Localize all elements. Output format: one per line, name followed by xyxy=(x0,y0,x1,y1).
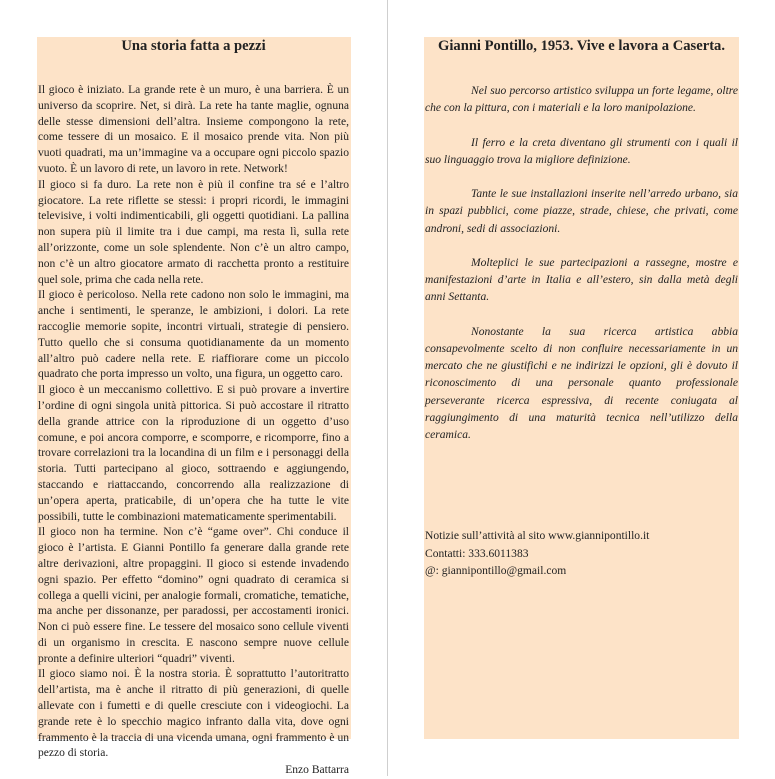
left-panel xyxy=(37,37,351,777)
article-paragraph: Il gioco non ha termine. Non c’è “game over”. Chi conduce il gioco è l’artista. E Gianni Pontillo fa generare dalla grande rete altre derivazioni, altre propaggini. Il gioco si estende invadendo ogni spazio. Per effetto “domino” ogni quadrato di ceramica si collega a quelli vicini, per analogie formali, cromatiche, tematiche, ma anche per dissonanze, per paradossi, per accostamenti ironici. Non ci può essere fine. Le tessere del mosaico sono cellule viventi di un organismo in crescita. E nascono sempre nuove cellule pronte a definire ulteriori “quadri” viventi. xyxy=(38,526,349,665)
phone-line: Contatti: 333.6011383 xyxy=(425,547,529,560)
article-body xyxy=(38,83,349,762)
artist-heading: Gianni Pontillo, 1953. Vive e lavora a Caserta. xyxy=(438,38,725,54)
bio-paragraph: Molteplici le sue partecipazioni a rassegne, mostre e manifestazioni d’arte in Italia e all’estero, sin dalla metà degli anni Settanta. xyxy=(425,256,738,304)
article-paragraph: Il gioco è un meccanismo collettivo. E si può provare a invertire l’ordine di ogni singola unità pittorica. Si può accostare il ritratto della grande attrice con la riproduzione di un oggetto d’uso comune, e poi ancora comporre, e scomporre, e ricomporre, fino a trovare correlazioni tra la locandina di un film e i personaggi della storia. Tutti partecipano al gioco, sottraendo e aggiungendo, staccando e riattaccando, concorrendo alla realizzazione di un’opera aperta, praticabile, di un’opera che ha tutte le vite possibili, tutte le combinazioni matematicamente sperimentabili. xyxy=(38,384,349,523)
contact-info xyxy=(425,528,649,581)
right-panel xyxy=(424,37,739,739)
website-line: Notizie sull’attività al sito www.giannipontillo.it xyxy=(425,530,650,542)
bio-paragraph: Il ferro e la creta diventano gli strumenti con i quali il suo linguaggio trova la migliore definizione. xyxy=(425,136,738,166)
article-paragraph: Il gioco è iniziato. La grande rete è un muro, è una barriera. È un universo da scoprire. Net, si dirà. La rete ha tante maglie, ognuna delle stesse dimensioni dell’altra. Insieme compongono la rete, come tessere di un mosaico. E il mosaico prende vita. Non più vuoti quadrati, ma un’immagine va a occupare ogni piccolo spazio vuoto. È un lavoro di rete, un lavoro in rete. Network! xyxy=(38,84,349,175)
bio-paragraph: Nel suo percorso artistico sviluppa un forte legame, oltre che con la pittura, con i materiali e la loro manipolazione. xyxy=(425,85,738,115)
email-line: @: giannipontillo@gmail.com xyxy=(425,565,567,577)
author-signature: Enzo Battarra xyxy=(285,764,349,777)
bio-paragraph: Tante le sue installazioni inserite nell’arredo urbano, sia in spazi pubblici, come piazze, strade, chiese, che privati, come androni, sedi di associazioni. xyxy=(425,188,738,235)
article-title: Una storia fatta a pezzi xyxy=(121,38,266,54)
bio-paragraph: Nonostante la sua ricerca artistica abbia consapevolmente scelto di non confluire necessariamente in un mercato che ne giustifichi e ne indirizzi le opzioni, gli è dovuto il riconoscimento di una personale quanto professionale perseverante ricerca espressiva, di recente coniugata al raggiungimento di una maturità tecnica nell’utilizzo della ceramica. xyxy=(425,325,738,441)
artist-bio xyxy=(425,83,738,444)
center-fold-line xyxy=(387,0,388,776)
article-paragraph: Il gioco siamo noi. È la nostra storia. È soprattutto l’autoritratto dell’artista, ma è anche il ritratto di più generazioni, di quelle allevate con i fumetti e di quelle cresciute con i videogiochi. La grande rete è lo specchio magico infranto dalla vita, dove ogni frammento è la traccia di una vicenda umana, ogni frammento è un pezzo di storia. xyxy=(38,668,349,760)
article-paragraph: Il gioco è pericoloso. Nella rete cadono non solo le immagini, ma anche i sentimenti, le speranze, le ambizioni, i dolori. La rete raccoglie memorie sopite, incontri virtuali, strategie di pensiero. Tutto quello che si consuma quotidianamente da un momento all’altro può cadere nella rete. E riaffiorare come un piccolo quadrato che porta impresso un volto, una figura, un oggetto caro. xyxy=(38,289,349,381)
article-paragraph: Il gioco si fa duro. La rete non è più il confine tra sé e l’altro giocatore. La rete riflette se stessi: i propri ricordi, le immagini televisive, i volti indimenticabili, gli oggetti quotidiani. La pallina non supera più il limite tra i due campi, ma resta lì, sulla rete all’orizzonte, come un sole splendente. Non c’è un altro campo, non c’è un altro giocatore armato di racchetta pronto a restituire quel sole, prima che cada nella rete. xyxy=(38,178,349,286)
